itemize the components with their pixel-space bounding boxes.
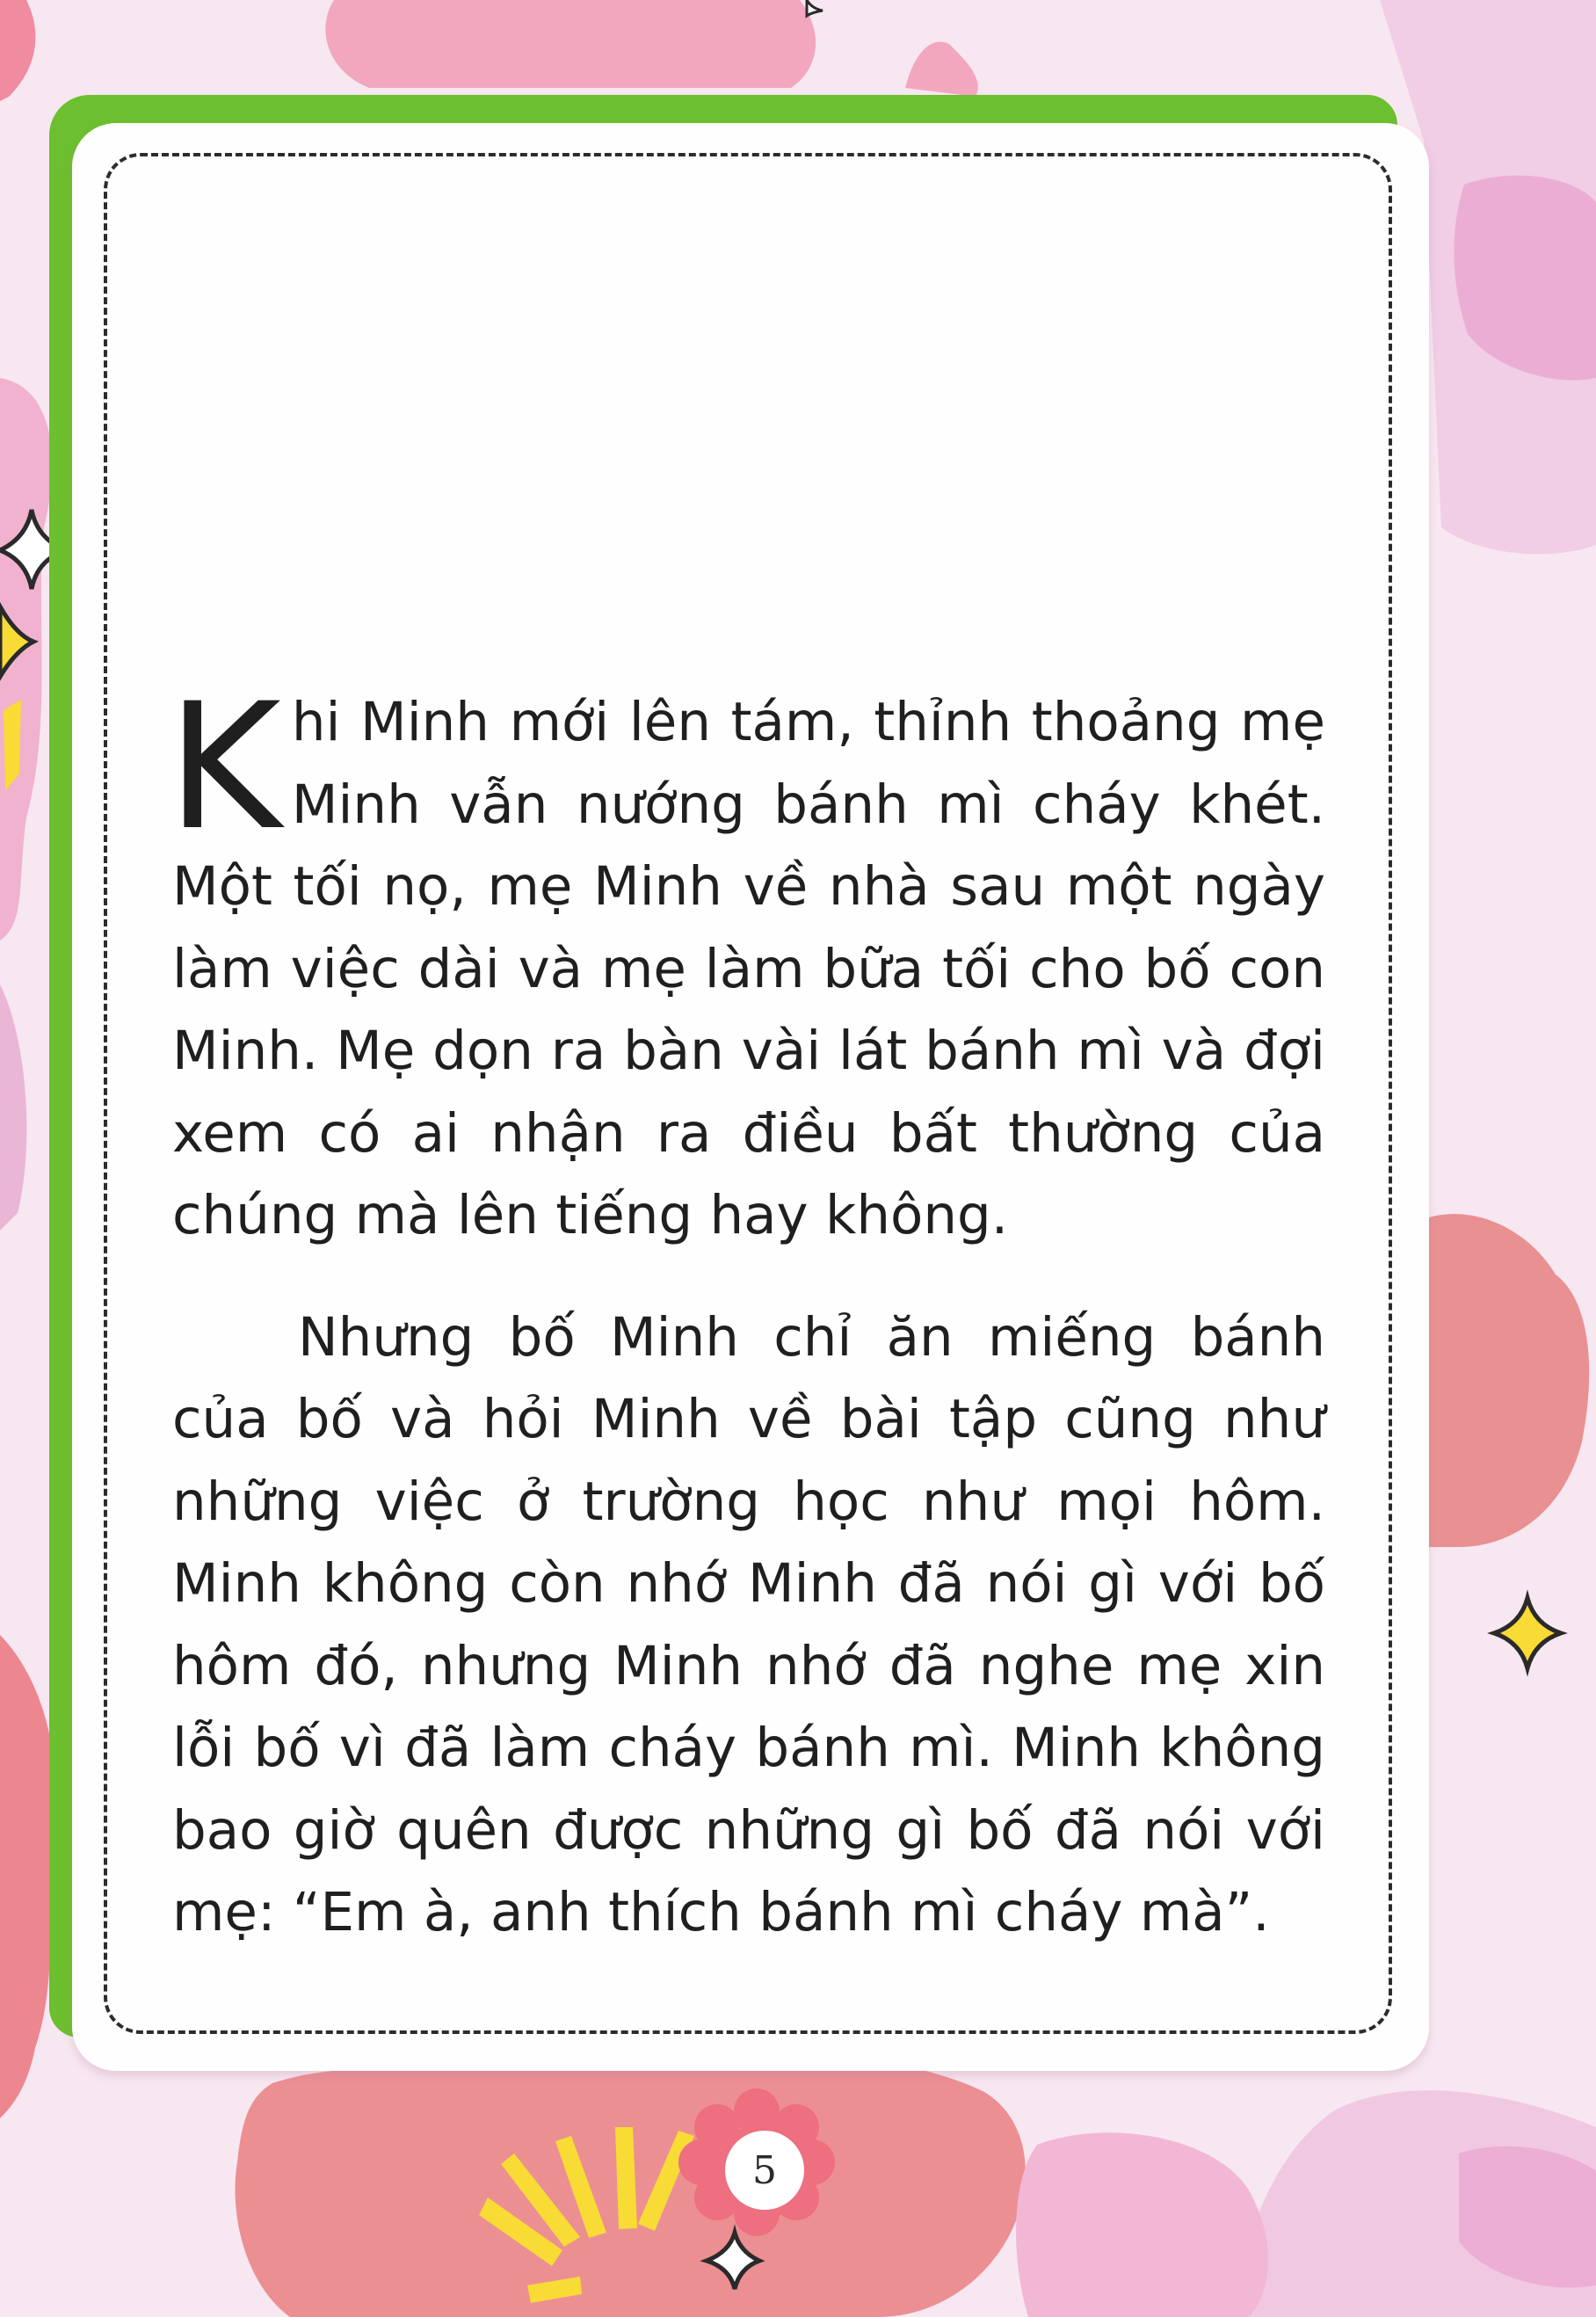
left-lilac-blob [0,984,26,1231]
story-paragraph-2: Nhưng bố Minh chỉ ăn miếng bánh của bố và hỏi Minh về bài tập cũng như những việc ở trường học như mọi hôm. Minh không còn nhớ Minh đã nói gì với bố hôm đó, nhưng Minh nhớ đã nghe mẹ xin lỗi bố vì đã làm cháy bánh mì. Minh không bao giờ quên được những gì bố đã nói với mẹ: “Em à, anh thích bánh mì cháy mà”. [172,1305,1325,1943]
right-salmon-blob [1429,1214,1589,1547]
page-number: 5 [752,2147,777,2193]
left-salmon-blob [0,1635,54,2118]
top-sparkle-fragment [807,0,823,16]
star-yellow-right [1494,1598,1561,1668]
story-paragraph-1 [167,665,1325,1257]
top-pink-blob [325,0,816,88]
paragraph-1-text: hi Minh mới lên tám, thỉnh thoảng mẹ Minh vẫn nướng bánh mì cháy khét. Một tối nọ, mẹ Minh về nhà sau một ngày làm việc dài và mẹ làm bữa tối cho bố con Minh. Mẹ dọn ra bàn vài lát bánh mì và đợi xem có ai nhận ra điều bất thường của chúng mà lên tiếng hay không. [172,691,1325,1246]
left-top-blob [0,0,35,101]
page-number-badge [717,2123,812,2218]
story-text [167,665,1325,1954]
drop-cap: K [167,665,281,868]
bottom-pink-blob [1016,2132,1268,2317]
top-pink-peak [905,41,978,97]
